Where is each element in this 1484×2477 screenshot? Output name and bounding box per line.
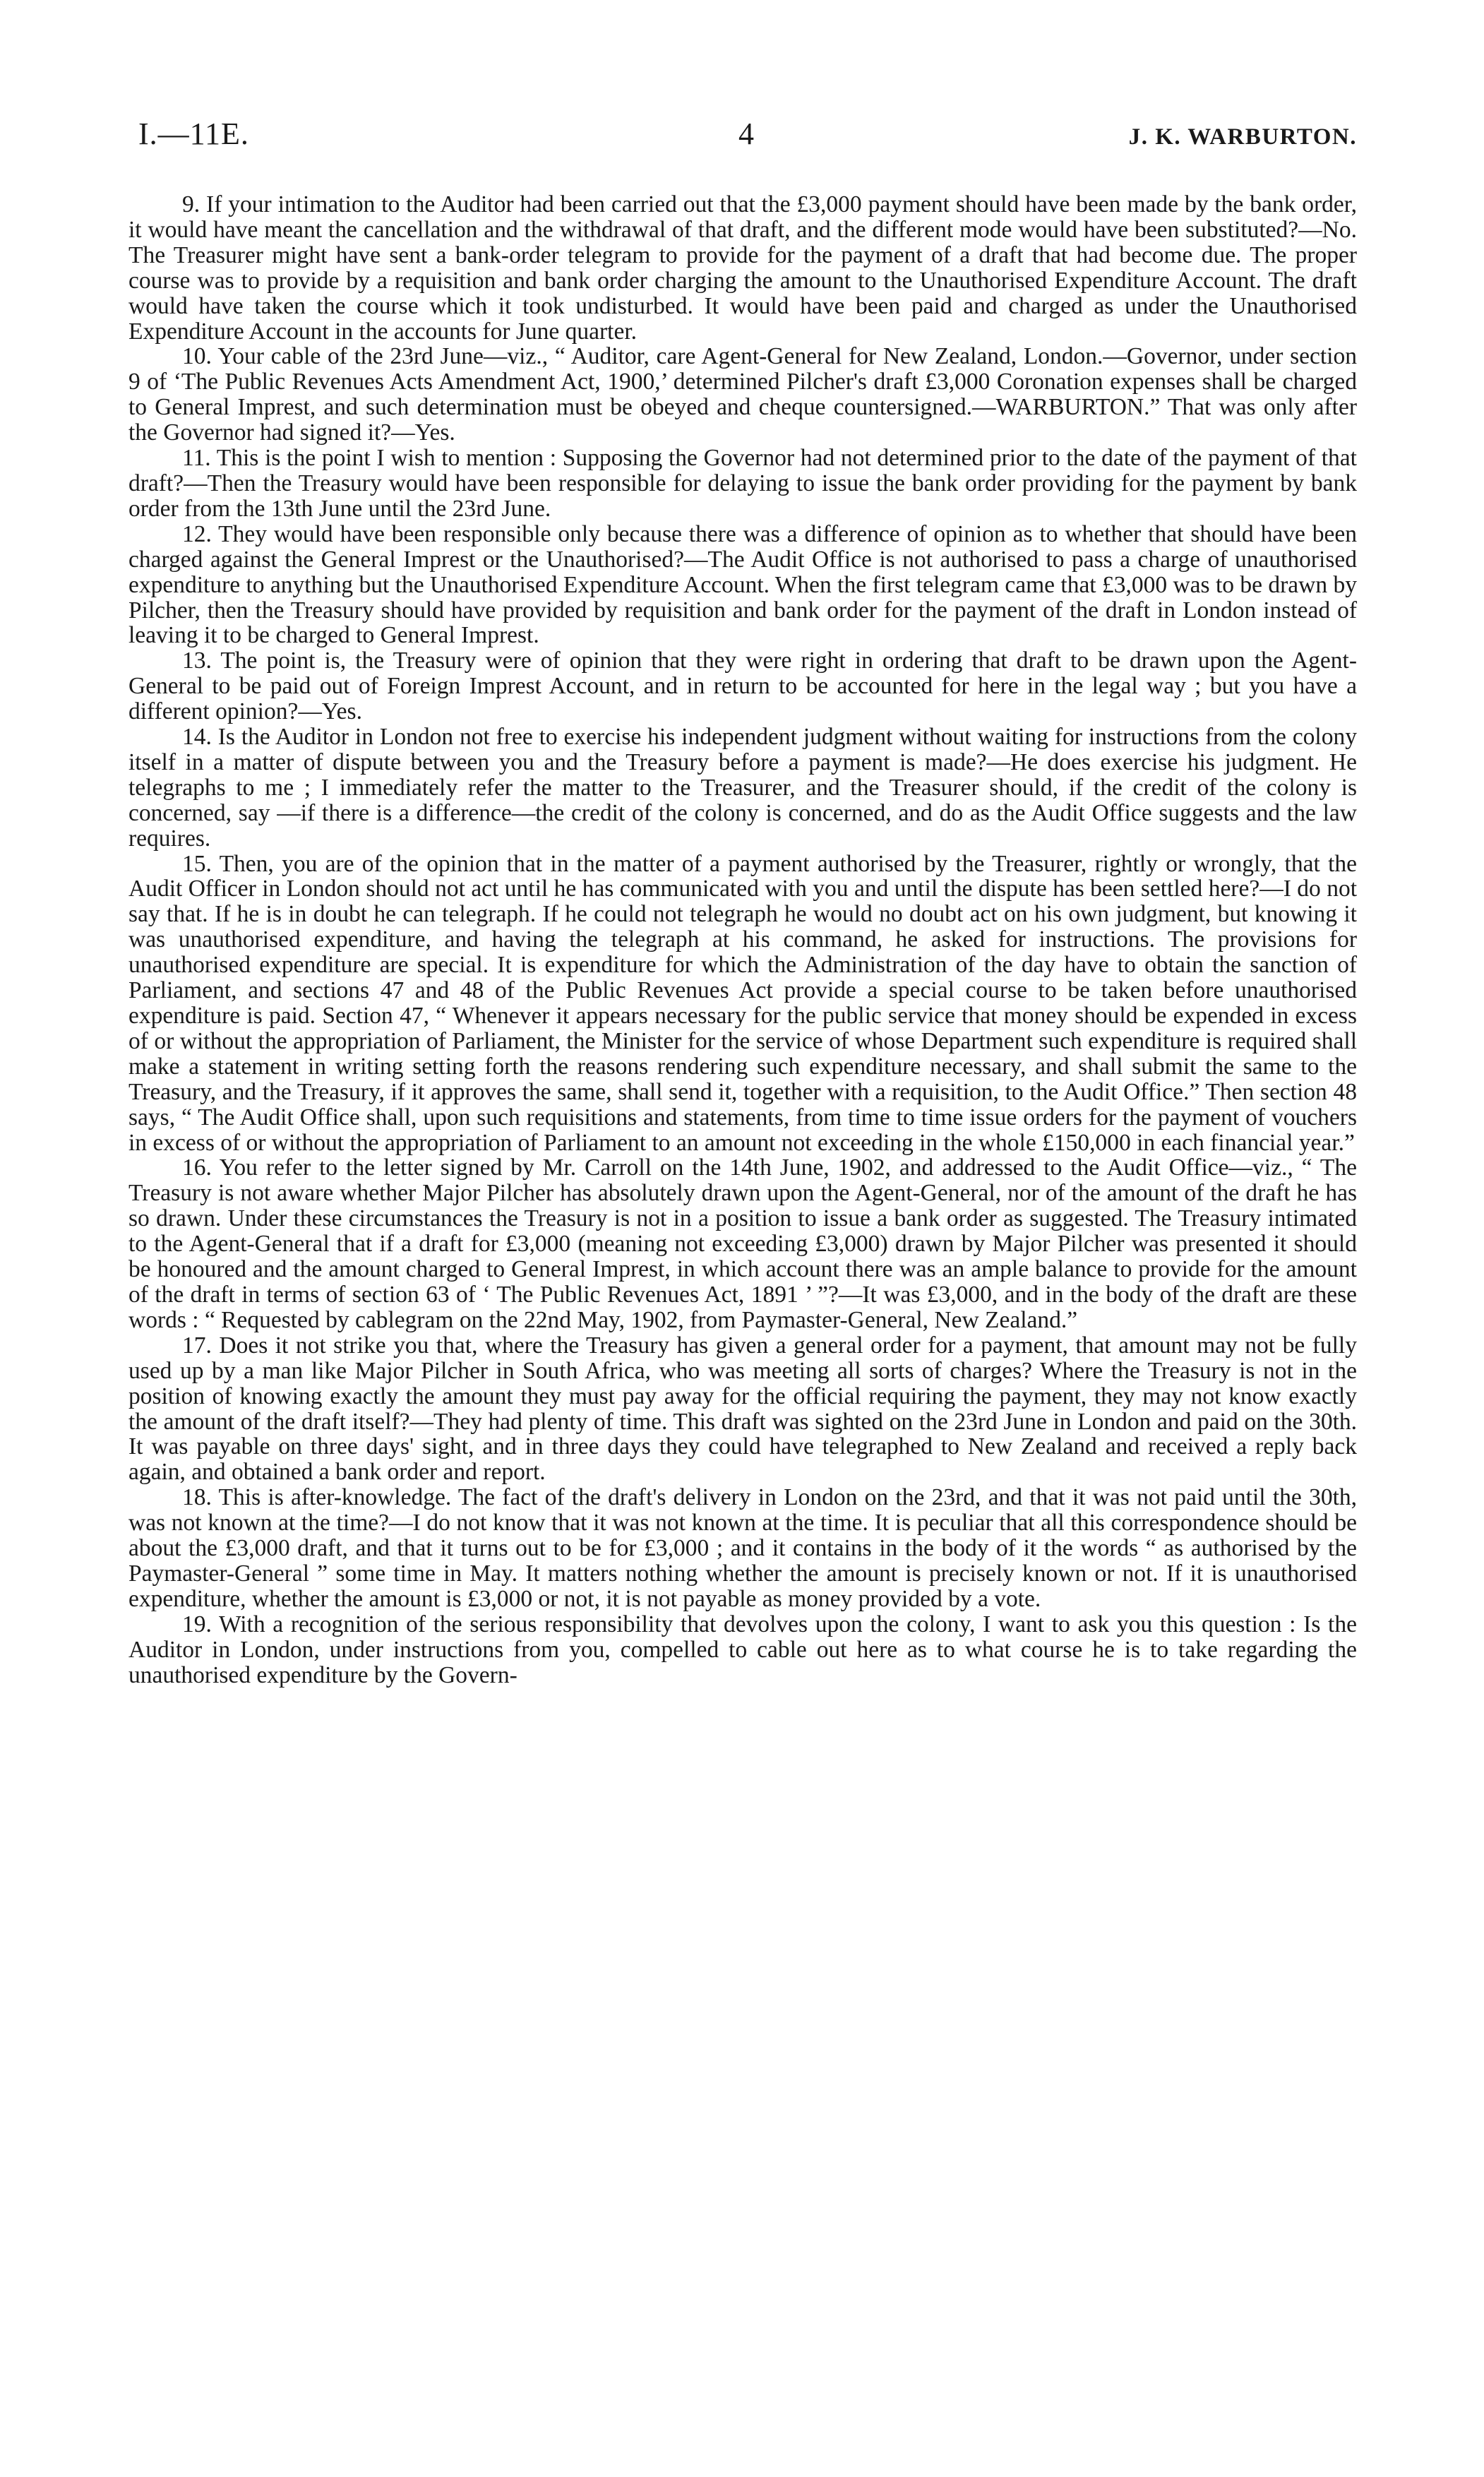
- paragraph-11: 11. This is the point I wish to mention : Supposing the Governor had not determined prior to the date of the payment of that draft?—Then the Treasury would have been responsible for delaying to issue the bank order providing for the payment by bank order from the 13th June until the 23rd June.: [128, 445, 1357, 522]
- paragraph-12: 12. They would have been responsible only because there was a difference of opinion as to whether that should have been charged against the General Imprest or the Unauthorised?—The Audit Office is not authorised to pass a charge of unauthorised expenditure to anything but the Unauthorised Expenditure Account. When the first telegram came that £3,000 was to be drawn by Pilcher, then the Treasury should have provided by requisition and bank order for the payment of the draft in London instead of leaving it to be charged to General Imprest.: [128, 520, 1357, 649]
- paragraph-14: 14. Is the Auditor in London not free to exercise his independent judgment without waiting for instructions from the colony itself in a matter of dispute between you and the Treasury before a payment is made?—He does exercise his judgment. He telegraphs to me ; I immediately refer the matter to the Treasurer, and the Treasurer should, if the credit of the colony is concerned, say —if there is a difference—the credit of the colony is concerned, and do as the Audit Office suggests and the law requires.: [128, 724, 1357, 852]
- paragraph-17: 17. Does it not strike you that, where the Treasury has given a general order for a payment, that amount may not be fully used up by a man like Major Pilcher in South Africa, who was meeting all sorts of charges? Where the Treasury is not in the position of knowing exactly the amount they must pay away for the official requiring the payment, they may not know exactly the amount of the draft itself?—They had plenty of time. This draft was sighted on the 23rd June in London and paid on the 30th. It was payable on three days' sight, and in three days they could have telegraphed to New Zealand and received a reply back again, and obtained a bank order and report.: [128, 1332, 1357, 1486]
- page-header: [128, 113, 1357, 155]
- document-page: [128, 113, 1357, 1688]
- paragraph-15: 15. Then, you are of the opinion that in the matter of a payment authorised by the Treasurer, rightly or wrongly, that the Audit Officer in London should not act until he has communicated with you and until the dispute has been settled here?—I do not say that. If he is in doubt he can telegraph. If he could not telegraph he would no doubt act on his own judgment, but knowing it was unauthorised expenditure, and having the telegraph at his command, he asked for instructions. The provisions for unauthorised expenditure are special. It is expenditure for which the Administration of the day have to obtain the sanction of Parliament, and sections 47 and 48 of the Public Revenues Act provide a special course to be taken before unauthorised expenditure is paid. Section 47, “ Whenever it appears necessary for the public service that money should be expended in excess of or without the appropriation of Parliament, the Minister for the service of whose Department such expenditure is required shall make a statement in writing setting forth the reasons rendering such expenditure necessary, and shall submit the same to the Treasury, and the Treasury, if it approves the same, shall send it, together with a requisition, to the Audit Office.” Then section 48 says, “ The Audit Office shall, upon such requisitions and statements, from time to time issue orders for the payment of vouchers in excess of or without the appropriation of Parliament to an amount not exceeding in the whole £150,000 in each financial year.”: [128, 850, 1357, 1156]
- paragraph-10: 10. Your cable of the 23rd June—viz., “ Auditor, care Agent-General for New Zealand, London.—Governor, under section 9 of ‘The Public Revenues Acts Amendment Act, 1900,’ determined Pilcher's draft £3,000 Coronation expenses shall be charged to General Imprest, and such determination must be obeyed and cheque countersigned.—WARBURTON.” That was only after the Governor had signed it?—Yes.: [128, 343, 1357, 446]
- paragraph-13: 13. The point is, the Treasury were of opinion that they were right in ordering that draft to be drawn upon the Agent-General to be paid out of Foreign Imprest Account, and in return to be accounted for here in the legal way ; but you have a different opinion?—Yes.: [128, 647, 1357, 725]
- page-number: 4: [738, 117, 754, 151]
- document-body: [128, 192, 1357, 1688]
- paragraph-16: 16. You refer to the letter signed by Mr. Carroll on the 14th June, 1902, and addressed to the Audit Office—viz., “ The Treasury is not aware whether Major Pilcher has absolutely drawn upon the Agent-General, nor of the amount of the draft he has so drawn. Under these circumstances the Treasury is not in a position to issue a bank order as suggested. The Treasury intimated to the Agent-General that if a draft for £3,000 (meaning not exceeding £3,000) drawn by Major Pilcher was presented it should be honoured and the amount charged to General Imprest, in which account there was an ample balance to provide for the amount of the draft in terms of section 63 of ‘ The Public Revenues Act, 1891 ’ ”?—It was £3,000, and in the body of the draft are these words : “ Requested by cablegram on the 22nd May, 1902, from Paymaster-General, New Zealand.”: [128, 1154, 1357, 1333]
- paper-reference: I.—11E.: [138, 117, 249, 151]
- paragraph-19: 19. With a recognition of the serious responsibility that devolves upon the colony, I want to ask you this question : Is the Auditor in London, under instructions from you, compelled to cable out here as to what course he is to take regarding the unauthorised expenditure by the Govern-: [128, 1611, 1357, 1688]
- paragraph-18: 18. This is after-knowledge. The fact of the draft's delivery in London on the 23rd, and that it was not paid until the 30th, was not known at the time?—I do not know that it was not known at the time. It is peculiar that all this correspondence should be about the £3,000 draft, and that it turns out to be for £3,000 ; and it contains in the body of it the words “ as authorised by the Paymaster-General ” some time in May. It matters nothing whether the amount is precisely known or not. If it is unauthorised expenditure, whether the amount is £3,000 or not, it is not payable as money provided by a vote.: [128, 1484, 1357, 1612]
- paragraph-9: 9. If your intimation to the Auditor had been carried out that the £3,000 payment should have been made by the bank order, it would have meant the cancellation and the withdrawal of that draft, and the different mode would have been substituted?—No. The Treasurer might have sent a bank-order telegram to provide for the payment of a draft that had become due. The proper course was to provide by a requisition and bank order charging the amount to the Unauthorised Expenditure Account. The draft would have taken the course which it took undisturbed. It would have been paid and charged as under the Unauthorised Expenditure Account in the accounts for June quarter.: [128, 191, 1357, 345]
- witness-name: J. K. WARBURTON.: [1128, 124, 1357, 150]
